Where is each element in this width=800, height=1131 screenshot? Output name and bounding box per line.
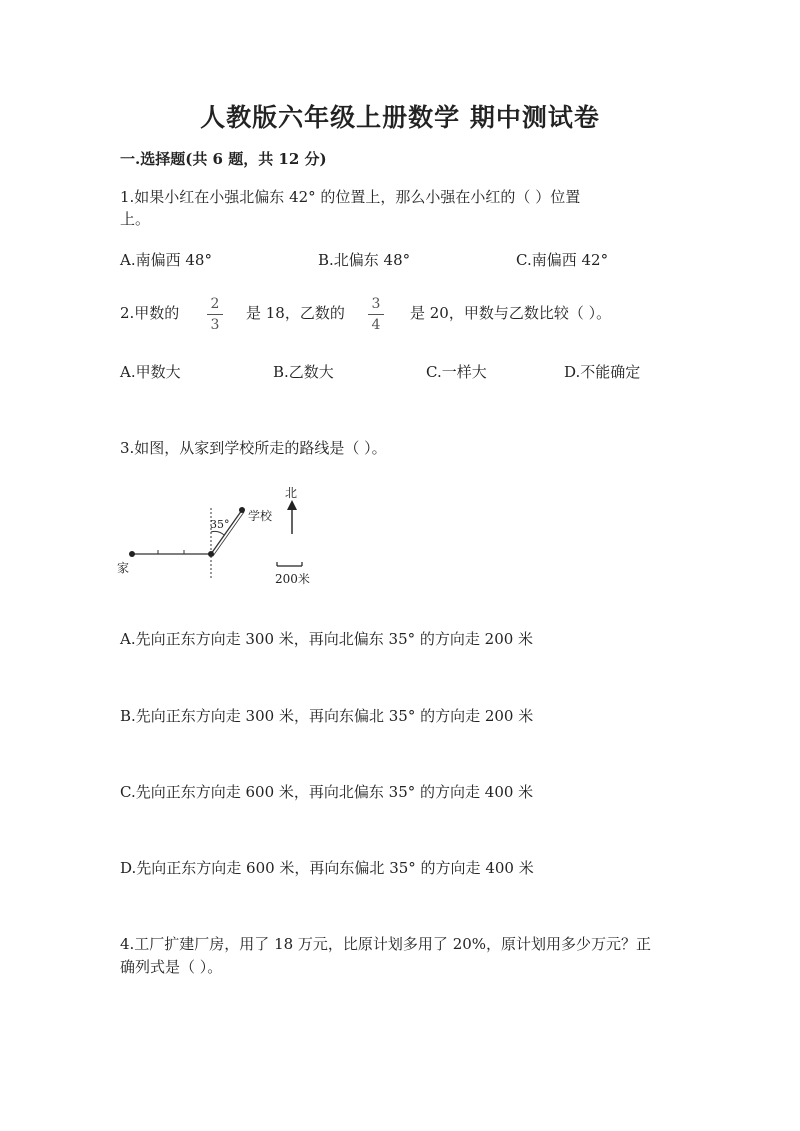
fraction-1-bar: [207, 314, 223, 315]
route-diagram: [110, 480, 330, 590]
question-2-fraction-1: [205, 295, 225, 334]
turn-point: [208, 551, 214, 557]
question-2-suffix: 是 20，甲数与乙数比较（ ）。: [410, 304, 612, 322]
section-heading: 一.选择题(共 6 题，共 12 分): [120, 150, 327, 168]
school-label: 学校: [248, 509, 273, 523]
angle-label: 35°: [210, 518, 230, 531]
north-label: 北: [285, 486, 298, 500]
question-1-option-c: C.南偏西 42°: [516, 251, 609, 269]
question-2-middle: 是 18，乙数的: [246, 304, 345, 322]
north-arrow-icon: [287, 500, 297, 510]
question-3-option-b: B.先向正东方向走 300 米，再向东偏北 35° 的方向走 200 米: [120, 707, 534, 725]
question-3-option-c: C.先向正东方向走 600 米，再向北偏东 35° 的方向走 400 米: [120, 783, 534, 801]
question-2-prefix: 2.甲数的: [120, 304, 180, 322]
angle-arc: [211, 531, 224, 535]
question-1-line-1: 1.如果小红在小强北偏东 42° 的位置上，那么小强在小红的（ ）位置: [120, 188, 581, 206]
question-1-option-a: A.南偏西 48°: [120, 251, 212, 269]
fraction-2-numerator: 3: [371, 296, 381, 312]
question-3-option-d: D.先向正东方向走 600 米，再向东偏北 35° 的方向走 400 米: [120, 859, 534, 877]
question-4-line-1: 4.工厂扩建厂房，用了 18 万元，比原计划多用了 20%，原计划用多少万元？正: [120, 935, 652, 953]
fraction-2-denominator: 4: [371, 317, 381, 333]
school-point: [239, 507, 245, 513]
question-4-line-2: 确列式是（ ）。: [120, 958, 223, 976]
question-2-option-b: B.乙数大: [273, 363, 334, 381]
question-3-text: 3.如图，从家到学校所走的路线是（ ）。: [120, 439, 387, 457]
question-1-option-b: B.北偏东 48°: [318, 251, 411, 269]
page-title: 人教版六年级上册数学 期中测试卷: [200, 103, 600, 132]
question-3-option-a: A.先向正东方向走 300 米，再向北偏东 35° 的方向走 200 米: [120, 630, 534, 648]
fraction-1-denominator: 3: [210, 317, 220, 333]
question-1-line-2: 上。: [120, 210, 151, 228]
question-2-option-c: C.一样大: [426, 363, 487, 381]
question-2-option-d: D.不能确定: [564, 363, 641, 381]
scale-label: 200米: [275, 572, 310, 586]
question-2-option-a: A.甲数大: [120, 363, 181, 381]
route-northeast-segment: [211, 510, 242, 554]
fraction-2-bar: [368, 314, 384, 315]
question-2-fraction-2: [366, 295, 386, 334]
fraction-1-numerator: 2: [210, 296, 220, 312]
home-point: [129, 551, 135, 557]
home-label: 家: [117, 561, 130, 575]
